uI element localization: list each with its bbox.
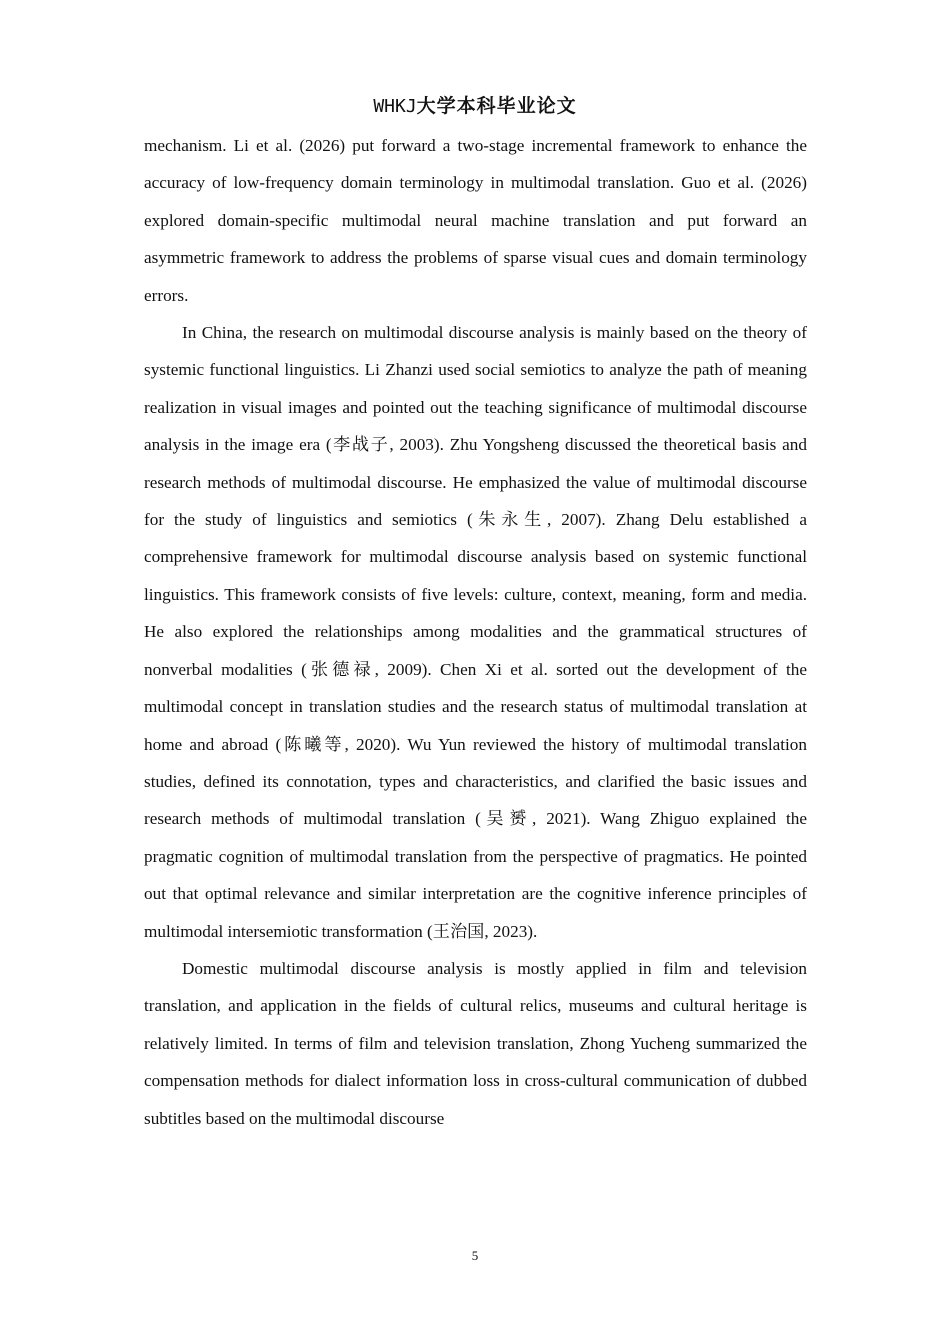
running-header-chinese: 大学本科毕业论文 [416, 96, 577, 117]
page-number: 5 [471, 1248, 479, 1263]
running-header-latin: WHKJ [373, 96, 417, 117]
body-text [144, 127, 807, 1137]
paragraph-continuation: mechanism. Li et al. (2026) put forward a two-stage incremental framework to enhance the accuracy of low-frequency domain terminology in multimodal translation. Guo et al. (2026) explored domain-specific multimodal neural machine translation and put forward an asymmetric framework to address the problems of sparse visual cues and domain terminology errors. [144, 136, 807, 305]
paragraph-domestic-research: In China, the research on multimodal discourse analysis is mainly based on the theory of systemic functional linguistics. Li Zhanzi used social semiotics to analyze the path of meaning realization in visual images and pointed out the teaching significance of multimodal discourse analysis in the image era (李战子, 2003). Zhu Yongsheng discussed the theoretical basis and research methods of multimodal discourse. He emphasized the value of multimodal discourse for the study of linguistics and semiotics (朱永生, 2007). Zhang Delu established a comprehensive framework for multimodal discourse analysis based on systemic functional linguistics. This framework consists of five levels: culture, context, meaning, form and media. He also explored the relationships among modalities and the grammatical structures of nonverbal modalities (张德禄, 2009). Chen Xi et al. sorted out the development of the multimodal concept in translation studies and the research status of multimodal translation at home and abroad (陈曦等, 2020). Wu Yun reviewed the history of multimodal translation studies, defined its connotation, types and characteristics, and clarified the basic issues and research methods of multimodal translation (吴赟, 2021). Wang Zhiguo explained the pragmatic cognition of multimodal translation from the perspective of pragmatics. He pointed out that optimal relevance and similar interpretation are the cognitive inference principles of multimodal intersemiotic transformation (王治国, 2023). [144, 323, 807, 941]
running-header [0, 94, 950, 120]
paragraph-domestic-application: Domestic multimodal discourse analysis is mostly applied in film and television translation, and application in the fields of cultural relics, museums and cultural heritage is relatively limited. In terms of film and television translation, Zhong Yucheng summarized the compensation methods for dialect information loss in cross-cultural communication of dubbed subtitles based on the multimodal discourse [144, 958, 807, 1128]
